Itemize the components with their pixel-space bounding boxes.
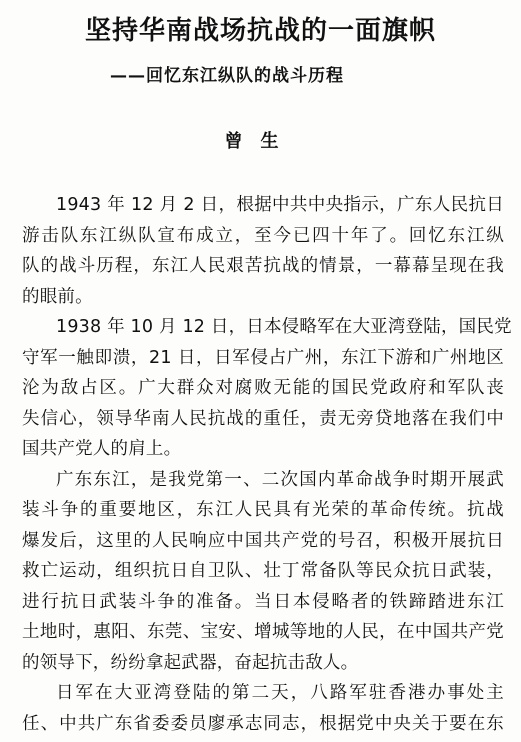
paragraph-4 <box>22 678 504 739</box>
text-line: 1943 年 12 月 2 日，根据中共中央指示，广东人民抗日 <box>56 195 504 215</box>
article-title: 坚持华南战场抗战的一面旗帜 <box>84 16 436 46</box>
text-line: 沦为敌占区。广大群众对腐败无能的国民党政府和军队丧 <box>22 378 504 398</box>
text-line: 救亡运动，组织抗日自卫队、壮丁常备队等民众抗日武装， <box>22 561 504 581</box>
text-line: 任、中共广东省委委员廖承志同志，根据党中央关于要在东 <box>22 713 504 734</box>
text-line: 队的战斗历程，东江人民艰苦抗战的情景，一幕幕呈现在我 <box>22 256 504 276</box>
text-line: 国共产党人的肩上。 <box>22 439 182 459</box>
paragraph-1 <box>22 190 504 312</box>
article-subtitle: ——回忆东江纵队的战斗历程 <box>110 66 344 86</box>
text-line: 守军一触即溃，21 日，日军侵占广州，东江下游和广州地区 <box>22 347 504 368</box>
paragraph-2 <box>22 312 512 465</box>
text-line: 土地时，惠阳、东莞、宝安、增城等地的人民，在中国共产党 <box>22 622 504 642</box>
text-line: 游击队东江纵队宣布成立，至今已四十年了。回忆东江纵 <box>22 225 504 246</box>
text-line: 装斗争的重要地区，东江人民具有光荣的革命传统。抗战 <box>22 500 504 520</box>
paragraph-3 <box>22 465 504 679</box>
text-line: 广东东江，是我党第一、二次国内革命战争时期开展武 <box>56 469 504 490</box>
article-author: 曾生 <box>224 131 297 152</box>
text-line: 进行抗日武装斗争的准备。当日本侵略者的铁蹄踏进东江 <box>22 591 504 612</box>
text-line: 的领导下，纷纷拿起武器，奋起抗击敌人。 <box>22 652 359 673</box>
text-line: 的眼前。 <box>22 286 93 307</box>
article-body <box>22 190 512 739</box>
text-line: 1938 年 10 月 12 日，日本侵略军在大亚湾登陆，国民党 <box>56 317 512 337</box>
text-line: 日军在大亚湾登陆的第二天，八路军驻香港办事处主 <box>56 683 504 703</box>
text-line: 失信心，领导华南人民抗战的重任，责无旁贷地落在我们中 <box>22 408 504 429</box>
text-line: 爆发后，这里的人民响应中国共产党的号召，积极开展抗日 <box>22 530 504 551</box>
